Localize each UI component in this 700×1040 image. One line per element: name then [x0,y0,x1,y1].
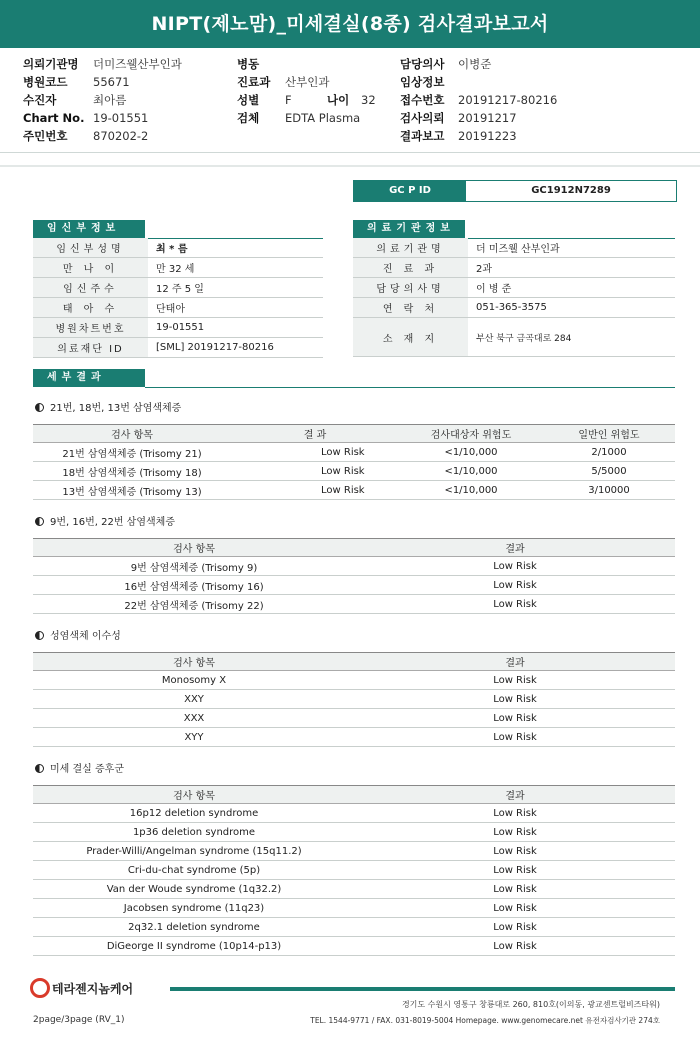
header-label: 수진자 [23,93,57,107]
sex-chromosome-table [33,652,675,747]
header-value: 이병준 [458,57,492,71]
info-row [33,238,323,258]
table-row: Monosomy X Low Risk [33,671,675,690]
header-value: 20191217 [458,111,517,125]
header-label: 진료과 [237,75,271,89]
header-col3 [400,55,557,145]
trisomy-main-table [33,424,675,500]
table-row: 9번 삼염색체증 (Trisomy 9) Low Risk [33,557,675,576]
header-divider [0,152,700,153]
company-name: 테라젠지놈케어 [52,982,134,996]
table-row: Cri-du-chat syndrome (5p) Low Risk [33,861,675,880]
genomecare-logo-icon [30,978,50,998]
info-row [33,278,323,298]
column-header: 검사 항목 [33,653,355,671]
table-row: XYY Low Risk [33,728,675,747]
info-value: 더 미즈웰 산부인과 [468,238,675,258]
column-header: 결과 [355,653,675,671]
table-row: XXX Low Risk [33,709,675,728]
header-label: 담당의사 [400,57,445,71]
column-header: 일반인 위험도 [543,425,675,443]
gcpid-label: GC P ID [354,181,466,201]
report-title: NIPT(제노맘)_미세결실(8종) 검사결과보고서 [0,0,700,48]
header-label: 검사의뢰 [400,111,445,125]
info-key: 의료재단 ID [33,338,148,358]
info-key: 연 락 처 [353,298,468,318]
header-label: 주민번호 [23,129,68,143]
pregnancy-info-table [33,238,323,358]
table-row: 16p12 deletion syndrome Low Risk [33,804,675,823]
header-label: 접수번호 [400,93,445,107]
column-header: 결 과 [231,425,399,443]
info-key: 진 료 과 [353,258,468,278]
info-row [33,258,323,278]
table-row: 2q32.1 deletion syndrome Low Risk [33,918,675,937]
pregnancy-section-title: 임신부정보 [33,220,145,238]
header-label: 병동 [237,57,260,71]
footer-contact: TEL. 1544-9771 / FAX. 031-8019-5004 Homepage. www.genomecare.net 유전자검사기관 274호 [310,1016,660,1025]
header-label: 임상정보 [400,75,445,89]
details-section-title: 세부결과 [33,369,145,387]
table-row: DiGeorge II syndrome (10p14-p13) Low Risk [33,937,675,956]
info-row [33,298,323,318]
half-circle-icon [35,764,44,773]
table-row: 22번 삼염색체증 (Trisomy 22) Low Risk [33,595,675,614]
column-header: 검사 항목 [33,425,231,443]
page-number: 2page/3page (RV_1) [33,1015,125,1025]
header-value: 산부인과 [285,75,330,89]
trisomy-main-heading: 21번, 18번, 13번 삼염색체증 [35,399,181,414]
table-row: Prader-Willi/Angelman syndrome (15q11.2) Low Risk [33,842,675,861]
info-row [33,338,323,358]
info-row [353,298,675,318]
header-value: 19-01551 [93,111,149,125]
gcpid-value: GC1912N7289 [531,185,611,196]
info-value: 단태아 [148,298,323,318]
info-key: 소 재 지 [353,318,468,357]
info-value: 만 32 세 [148,258,323,278]
header-value: 최아름 [93,93,127,107]
table-row: Jacobsen syndrome (11q23) Low Risk [33,899,675,918]
header-value: 더미즈웰산부인과 [93,57,182,71]
half-circle-icon [35,631,44,640]
header-label: 성별 [237,93,260,107]
column-header: 검사대상자 위험도 [399,425,543,443]
header-label: Chart No. [23,111,85,125]
section-underline [145,387,675,388]
column-header: 결과 [355,539,675,557]
header-value: 870202-2 [93,129,149,143]
header-value: 55671 [93,75,130,89]
header-value: EDTA Plasma [285,111,361,125]
header-value: 20191217-80216 [458,93,558,107]
header-value: 20191223 [458,129,517,143]
age-value: 32 [361,93,376,107]
info-key: 의료기관명 [353,238,468,258]
column-header: 결과 [355,786,675,804]
microdeletion-table [33,785,675,956]
header-value: F [285,93,292,107]
info-row [353,318,675,357]
info-value: 2과 [468,258,675,278]
info-key: 임신부성명 [33,238,148,258]
footer-address: 경기도 수원시 영통구 창룡대로 260, 810호(이의동, 광교센트럴비즈타워) [401,1000,660,1009]
column-header: 검사 항목 [33,786,355,804]
info-value: 051-365-3575 [468,298,675,318]
info-key: 태 아 수 [33,298,148,318]
header-col2 [237,55,376,127]
half-circle-icon [35,403,44,412]
info-value: 이 병 준 [468,278,675,298]
column-header: 검사 항목 [33,539,355,557]
sex-chromosome-heading: 성염색체 이수성 [35,627,121,642]
half-circle-icon [35,517,44,526]
header-divider [0,165,700,167]
info-value: 12 주 5 일 [148,278,323,298]
table-row: 13번 삼염색체증 (Trisomy 13) Low Risk <1/10,000 3/10000 [33,481,675,500]
info-row [353,278,675,298]
microdeletion-heading: 미세 결실 증후군 [35,760,124,775]
header-label: 의뢰기관명 [23,57,79,71]
info-value: 부산 북구 금곡대로 284 [468,318,675,357]
info-row [353,258,675,278]
info-key: 만 나 이 [33,258,148,278]
trisomy-other-table [33,538,675,614]
gcpid-box [353,180,677,202]
info-key: 임신주수 [33,278,148,298]
institution-info-table [353,238,675,357]
table-row: 16번 삼염색체증 (Trisomy 16) Low Risk [33,576,675,595]
header-label: 검체 [237,111,260,125]
header-label: 결과보고 [400,129,445,143]
institution-section-title: 의료기관정보 [353,220,465,238]
info-key: 담당의사명 [353,278,468,298]
table-row: Van der Woude syndrome (1q32.2) Low Risk [33,880,675,899]
table-row: 21번 삼염색체증 (Trisomy 21) Low Risk <1/10,000 2/1000 [33,443,675,462]
table-row: 18번 삼염색체증 (Trisomy 18) Low Risk <1/10,000 5/5000 [33,462,675,481]
info-value: [SML] 20191217-80216 [148,338,323,358]
info-row [353,238,675,258]
trisomy-other-heading: 9번, 16번, 22번 삼염색체증 [35,513,175,528]
info-row [33,318,323,338]
header-label: 병원코드 [23,75,68,89]
table-row: 1p36 deletion syndrome Low Risk [33,823,675,842]
info-value: 19-01551 [148,318,323,338]
footer-bar [170,987,675,991]
company-logo [30,978,133,998]
header-col1 [23,55,182,145]
age-label: 나이 [327,93,350,107]
info-value: 최 * 름 [148,238,323,258]
table-row: XXY Low Risk [33,690,675,709]
info-key: 병원차트번호 [33,318,148,338]
